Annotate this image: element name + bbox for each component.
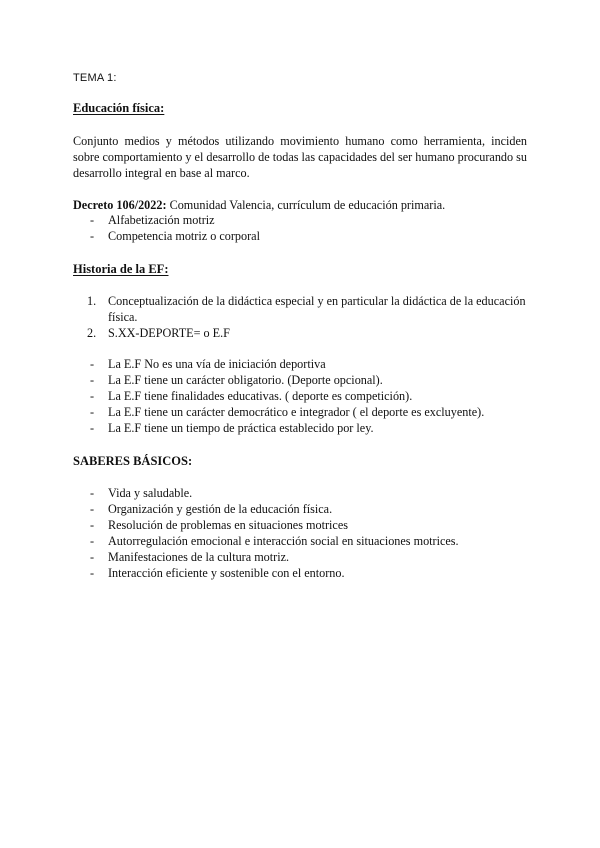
decreto-line <box>73 198 445 213</box>
list-item: - Vida y saludable. <box>73 485 533 501</box>
list-item: - La E.F tiene un tiempo de práctica establecido por ley. <box>73 420 533 436</box>
list-text: S.XX-DEPORTE= o E.F <box>108 326 230 340</box>
tema-label: TEMA 1: <box>73 72 117 84</box>
list-item: - Alfabetización motriz <box>73 212 533 228</box>
list-item: - Interacción eficiente y sostenible con el entorno. <box>73 565 533 581</box>
heading-educacion-fisica: Educación física: <box>73 101 165 115</box>
list-number: 1. <box>87 294 97 308</box>
list-item: - Resolución de problemas en situaciones motrices <box>73 517 533 533</box>
list-item <box>73 325 533 341</box>
list-item: - La E.F No es una vía de iniciación deportiva <box>73 356 533 372</box>
list-item: - La E.F tiene finalidades educativas. ( deporte es competición). <box>73 388 533 404</box>
list-item: - Organización y gestión de la educación física. <box>73 501 533 517</box>
decreto-label: Decreto 106/2022: <box>73 198 167 212</box>
list-number: 2. <box>87 326 97 340</box>
list-item: - La E.F tiene un carácter obligatorio. (Deporte opcional). <box>73 372 533 388</box>
decreto-text: Comunidad Valencia, currículum de educación primaria. <box>166 198 446 212</box>
list-text: Conceptualización de la didáctica especial y en particular la didáctica de la educación física. <box>108 294 526 324</box>
heading-saberes: SABERES BÁSICOS: <box>73 454 193 468</box>
decreto-list <box>73 212 533 244</box>
definition-paragraph: Conjunto medios y métodos utilizando movimiento humano como herramienta, inciden sobre comportamiento y el desarrollo de todas las capacidades del ser humano procurando su desarrollo integral en base al marco. <box>73 134 527 180</box>
list-item: - Autorregulación emocional e interacción social en situaciones motrices. <box>73 533 533 549</box>
list-item: - La E.F tiene un carácter democrático e integrador ( el deporte es excluyente). <box>73 404 533 420</box>
list-item: - Manifestaciones de la cultura motriz. <box>73 549 533 565</box>
list-item <box>73 293 528 325</box>
saberes-list <box>73 485 533 581</box>
heading-historia: Historia de la EF: <box>73 262 169 276</box>
historia-numbered-list <box>73 293 533 341</box>
historia-list <box>73 356 533 436</box>
list-item: - Competencia motriz o corporal <box>73 228 533 244</box>
